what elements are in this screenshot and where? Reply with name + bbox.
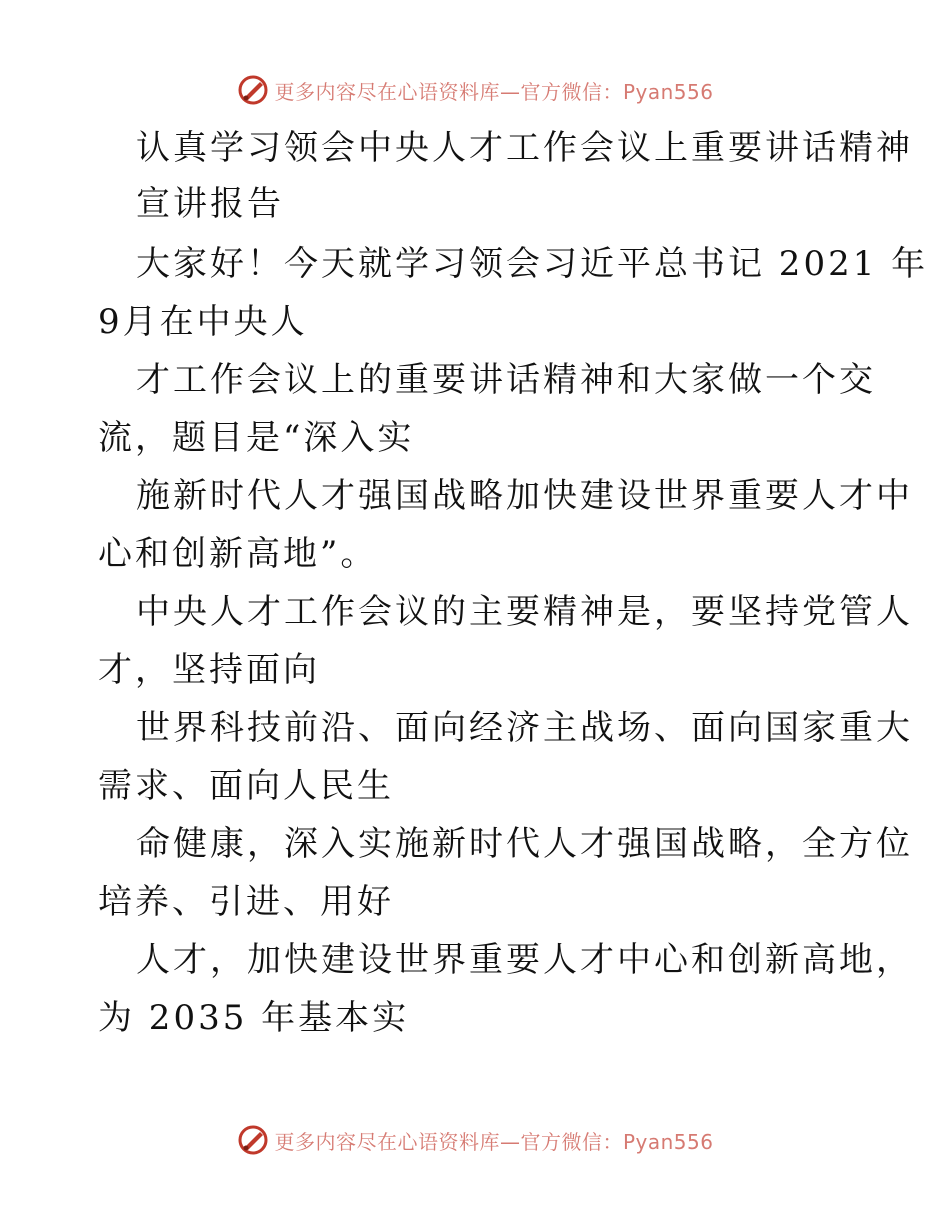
footer-watermark <box>0 1120 950 1160</box>
watermark-text: 更多内容尽在心语资料库—官方微信：Pyan556 <box>274 1129 714 1154</box>
title-line-2: 宣讲报告 <box>136 184 284 224</box>
paragraph-line: 流，题目是“深入实 <box>98 418 415 458</box>
paragraph-line: 培养、引进、用好 <box>98 882 394 922</box>
paragraph-line: 世界科技前沿、面向经济主战场、面向国家重大 <box>136 708 913 748</box>
watermark-text: 更多内容尽在心语资料库—官方微信：Pyan556 <box>274 79 714 104</box>
paragraph-line: 中央人才工作会议的主要精神是，要坚持党管人 <box>136 592 913 632</box>
paragraph-line: 9月在中央人 <box>98 302 308 342</box>
paragraph-line: 需求、面向人民生 <box>98 766 394 806</box>
paragraph-line: 为 2035 年基本实 <box>98 998 410 1038</box>
header-watermark <box>0 70 950 110</box>
paragraph-line: 施新时代人才强国战略加快建设世界重要人才中 <box>136 476 913 516</box>
paragraph-line: 大家好！今天就学习领会习近平总书记 2021 年 <box>136 244 929 284</box>
paragraph-line: 命健康，深入实施新时代人才强国战略，全方位 <box>136 824 913 864</box>
paragraph-line: 才工作会议上的重要讲话精神和大家做一个交 <box>136 360 876 400</box>
pen-seal-icon <box>236 73 270 107</box>
paragraph-line: 人才，加快建设世界重要人才中心和创新高地， <box>136 940 913 980</box>
paragraph-line: 心和创新高地”。 <box>98 534 378 574</box>
pen-seal-icon <box>236 1123 270 1157</box>
title-line-1: 认真学习领会中央人才工作会议上重要讲话精神 <box>136 128 913 168</box>
paragraph-line: 才，坚持面向 <box>98 650 320 690</box>
